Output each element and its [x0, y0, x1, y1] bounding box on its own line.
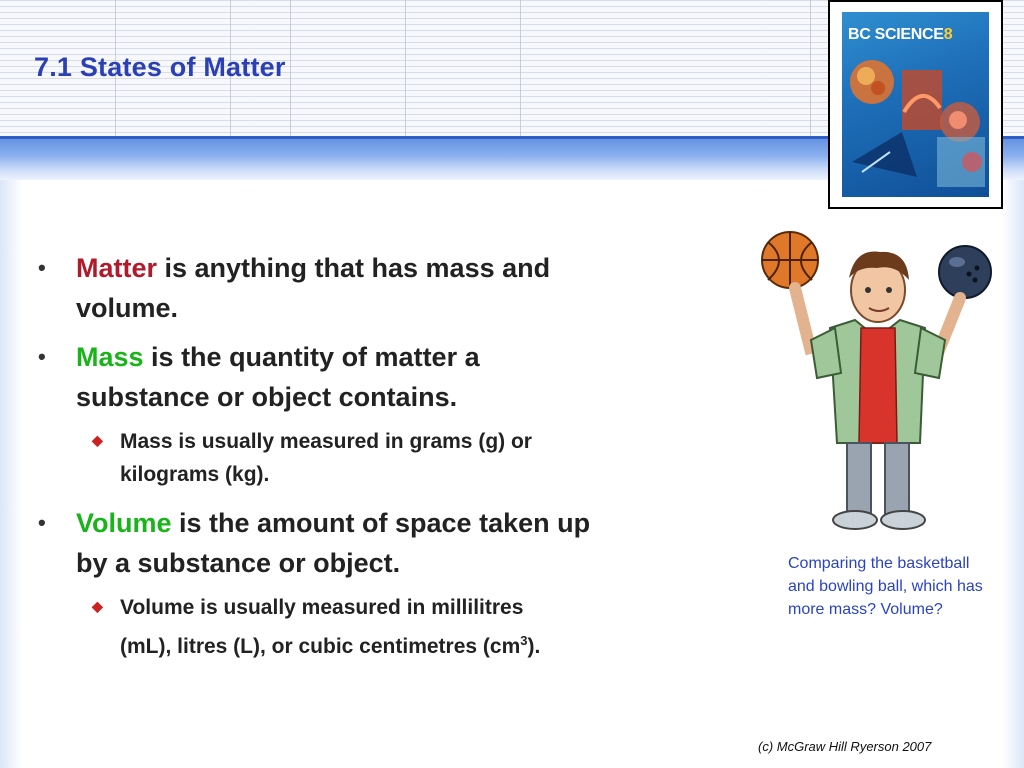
diamond-bullet-icon: ◆: [92, 598, 103, 614]
grid-line: [520, 0, 521, 136]
bullet-mass: [38, 337, 746, 417]
keyword-matter: Matter: [76, 253, 158, 283]
cover-title-text: BC SCIENCE: [848, 26, 944, 43]
bullet-dot: •: [38, 255, 46, 280]
sub-bullet-text: Mass is usually measured in grams (g) or: [120, 430, 532, 453]
book-cover-image: [842, 12, 989, 197]
right-side-shade: [1002, 180, 1024, 768]
sub-bullet-volume-units: [92, 591, 720, 663]
keyword-volume: Volume: [76, 508, 172, 538]
bullet-text: is the quantity of matter a: [143, 342, 480, 372]
book-cover-frame: [828, 0, 1003, 209]
keyword-mass: Mass: [76, 342, 144, 372]
illustration-caption: Comparing the basketball and bowling ball, which has more mass? Volume?: [788, 555, 983, 618]
cover-title-number: 8: [943, 26, 953, 43]
grid-line: [810, 0, 811, 136]
bullet-text: substance or object contains.: [76, 382, 458, 412]
copyright-notice: (c) McGraw Hill Ryerson 2007: [758, 739, 932, 754]
superscript: 3: [520, 633, 528, 648]
grid-line: [290, 0, 291, 136]
left-side-shade: [0, 180, 22, 768]
bullet-dot: •: [38, 510, 46, 535]
bullet-dot: •: [38, 344, 46, 369]
sub-bullet-text: ).: [527, 635, 541, 658]
slide-title: 7.1 States of Matter: [34, 52, 286, 82]
bullet-text: by a substance or object.: [76, 548, 401, 578]
sub-bullet-text: Volume is usually measured in millilitres: [120, 596, 524, 619]
basketball-icon: [762, 232, 818, 288]
bullet-volume: [38, 503, 746, 583]
bullet-matter: [38, 248, 746, 328]
bullet-text: volume.: [76, 293, 179, 323]
bullet-text: is anything that has mass and: [157, 253, 551, 283]
sub-bullet-mass-units: [92, 425, 720, 491]
grid-line: [405, 0, 406, 136]
diamond-bullet-icon: ◆: [92, 432, 103, 448]
cover-artwork: [842, 12, 989, 197]
bullet-text: is the amount of space taken up: [171, 508, 591, 538]
sub-bullet-text: kilograms (kg).: [120, 463, 270, 486]
boy-with-balls-illustration: [755, 228, 1005, 538]
bowling-ball-icon: [939, 246, 991, 298]
sub-bullet-text: (mL), litres (L), or cubic centimetres (cm: [120, 635, 521, 658]
